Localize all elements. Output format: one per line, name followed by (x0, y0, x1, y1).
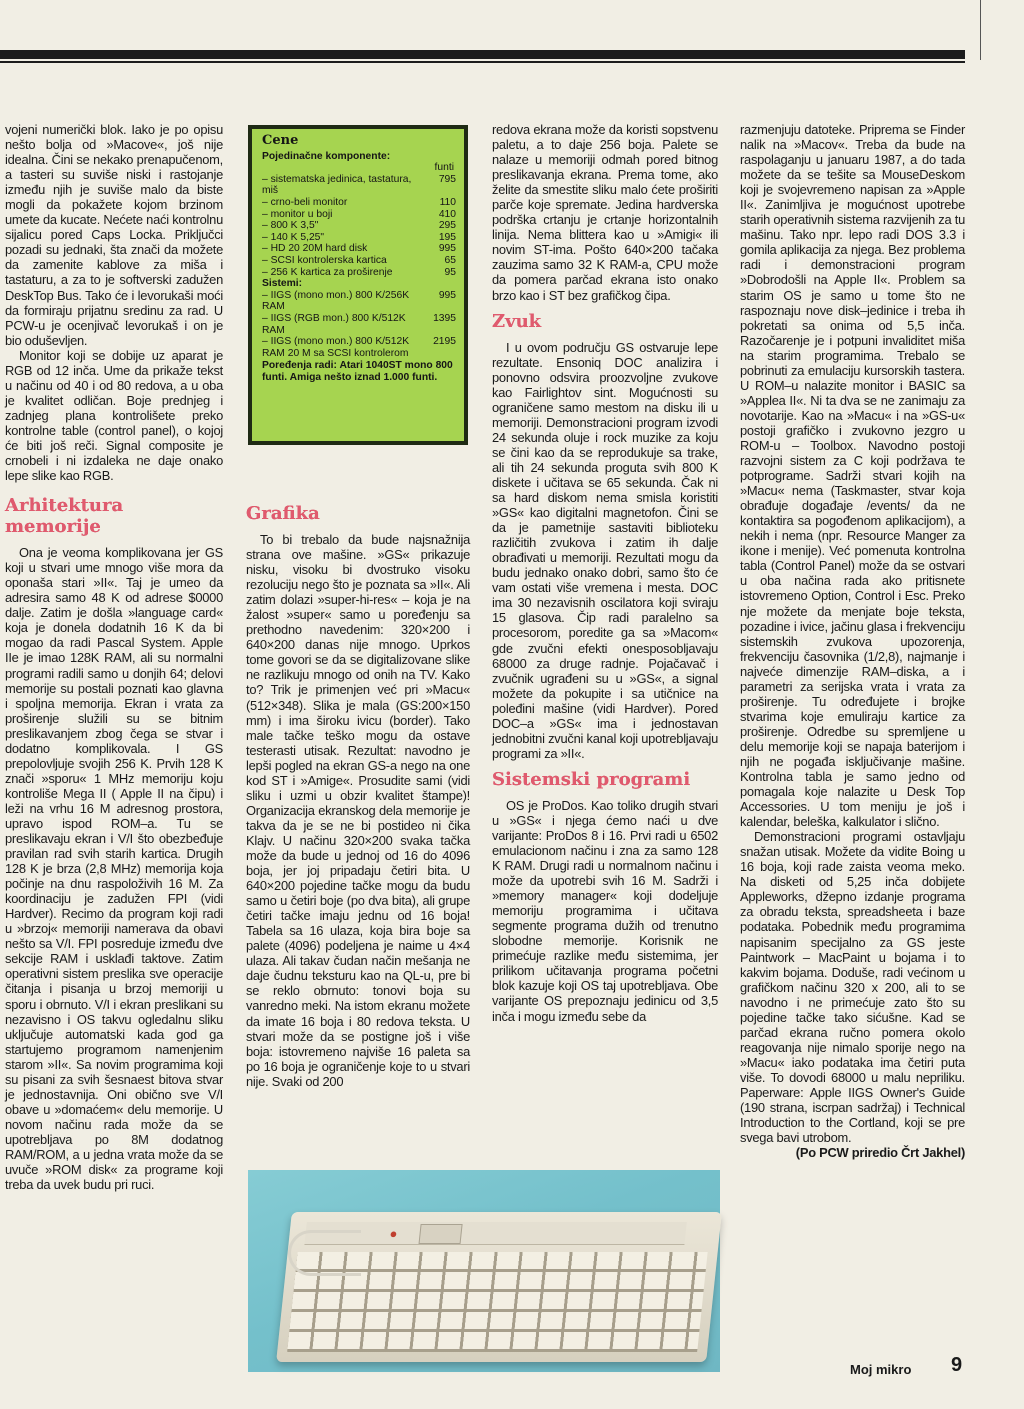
price-row (262, 313, 456, 336)
column-1 (5, 122, 223, 1192)
keyboard-slot (419, 1224, 463, 1244)
price-value: 110 (439, 196, 456, 208)
price-row (262, 336, 456, 359)
paragraph: To bi trebalo da bude najsnažnija strana ove mašine. »GS« prikazuje nisku, visoku bi dvostruko visoku rezoluciju nego što je poznata sa »II«. Ali zatim dolazi »super-hi-res« – koja je na žalost »super« samo u poređenju sa prethodno navedenim: 320×200 i 640×200 danas nije mnogo. Uprkos tome govori se da se digitalizovane slike ne razlikuju mnogo od onih na TV. Kako to? Trik je primenjen već pri »Macu« (512×348). Slika je mala (GS:200×150 mm) i ima široku ivicu (border). Tako male tačke teško mogu da ostave testerasti utisak. Rezultat: navodno je lepši pogled na ekran GS-a nego na one kod ST i »Amige«. Prosudite sami (vidi sliku i uzmi u obzir kvalitet štampe)! Organizacija ekranskog dela memorije je takva da je se ne bi postideo ni čika Klajv. U načinu 320×200 svaka tačka može da bude u jednoj od 16 do 4096 boja, jer joj pripadaju četiri bita. U 640×200 pojedine tačke mogu da budu samo u četiri boje (po dva bita), ali grupe četiri tačke imaju jednu od 16 boja! Tabela sa 16 ulaza, koja bira boje sa palete (4096) podeljena je naime u 4×4 ulaza. Ali takav čudan način mešanja ne daje čudnu teksturu kao na QL-u, pre bi se reklo obrnuto: tonovi boja su vanredno meki. Na istom ekranu možete da imate 16 boja i 80 redova teksta. U stvari može da se postigne još i više boja: istovremeno najviše 16 paleta sa po 16 boja je ograničenje koje to u stvari nije. Svaki od 200 (246, 532, 470, 1089)
price-label: – sistematska jedinica, tastatura, miš (262, 173, 412, 197)
corner-rule (980, 0, 981, 60)
price-label: – monitor u boji (262, 208, 333, 220)
price-row (262, 232, 456, 244)
price-value: 1395 (433, 312, 456, 324)
page-number: 9 (951, 1354, 963, 1376)
paragraph: Demonstracioni programi ostavljaju snažan utisak. Možete da vidite Boing u 16 boja, koji rade zaista veoma meko. Na disketi od 5,25 inča dobijete Appleworks, džepno izdanje programa za obradu teksta, spreadsheeta i baze podataka. Pobednik među programima napisanim specijalno za GS jeste Paintwork – MacPaint u bojama i to kakvim bojama. Doduše, radi većinom u grafičkom načinu 320 x 200, ali to se navodno i ne primećuje zato što su pojedine tačke tako sićušne. Kad se parčad ekrana ručno pomera okolo reagovanja nije nimalo sporije nego na »Macu« iako podataka ima četiri puta više. To dovodi 68000 u malu nepriliku. Paperware: Apple IIGS Owner's Guide (190 strana, iscrpan sadržaj) i Technical Introduction to the Cortland, koji se pre svega bavi utrobom. (740, 829, 965, 1146)
apple-logo-icon: ● (388, 1226, 399, 1241)
systems-label: Sistemi: (262, 278, 303, 290)
keyboard-photo (248, 1170, 720, 1372)
price-row (262, 197, 456, 209)
price-label: – IIGS (mono mon.) 800 K/256K RAM (262, 289, 410, 313)
price-row (262, 220, 456, 232)
systems-list (262, 290, 456, 360)
column-4 (740, 122, 965, 1160)
paragraph: Ona je veoma komplikovana jer GS koji u stvari ume mnogo više mora da oponaša stari »II«. Taj je umeo da adresira samo 48 K od adrese $0000 dalje. Zatim je došla »language card« koja je donela dodatnih 16 K da bi mogao da radi Pascal System. Apple IIe je imao 128K RAM, ali su normalni programi radili samo u donjih 64; delovi memorije su postali poznati kao glavna i spoljna memorija. Ekran i vrata za proširenje služili su se bitnim preslikavanjem zbog čega se stvar i dodatno komplikovala. I GS prepolovljuje svojih 256 K. Prvih 128 K znači »sporu« 1 MHz memoriju koju kontroliše Mega II ( Apple II na čipu) i leži na vrhu 16 M adresnog prostora, upravo ispod ROM–a. Tu se preslikavaju ekran i V/I što obezbeđuje pravilan rad svih starih kartica. Drugih 128 K je brza (2,8 MHz) memorija koja počinje na dnu raspoloživih 16 M. Za koordinaciju je zadužen FPI (vidi Hardver). Recimo da program koji radi u »brzoj« memoriji namerava da obavi nešto sa V/I. FPI posreduje između dve sekcije RAM i usklađi taktove. Zatim operativni sistem preslika sve operacije čitanja i pisanja u brzoj memoriji u sporu i obrnuto. V/I i ekran preslikani su nezavisno i OS takvu ogledalnu sliku uključuje automatski kada god ga startujemo programom namenjenim starom »II«. Sa novim programima koji su pisani za svih šesnaest bitova stvar je jednostavnija. Oni obično sve V/I obave u »domaćem« delu memorije. U novom načinu rada može da se upotrebljava po 8M dodatnog RAM/ROM, a u jedna vrata može da se uvuče »ROM disk« za programe koji treba da uvek budu pri ruci. (5, 545, 223, 1193)
price-row (262, 209, 456, 221)
paragraph: vojeni numerički blok. Iako je po opisu nešto bolja od »Macove«, još nije idealna. Čini se nekako prenapučenom, a tasteri su suviše niski i rastojanje između njih je suviše malo da biste mogli da pokažete kojom brzinom umete da kucate. Nećete naći kontrolnu sijalicu pored Caps Locka. Priključci pozadi su jednaki, šta znači da možete da zamenite kablove za miša i tastaturu, a za to je softverski zadužen DeskTop Bus. Tako će i levorukaši moći da formiraju prijatnu sredinu za rad. U PCW-u je ocenjivač levorukaš i on je bio oduševljen. (5, 122, 223, 348)
price-value: 410 (438, 208, 456, 220)
price-row (262, 267, 456, 279)
price-label: – 256 K kartica za proširenje (262, 266, 393, 278)
column-2 (246, 503, 470, 1089)
price-label: – 800 K 3,5" (262, 220, 319, 232)
price-label: – SCSI kontrolerska kartica (262, 254, 387, 266)
price-box-unit: funti (434, 162, 454, 174)
price-row (262, 255, 456, 267)
paragraph: I u ovom području GS ostvaruje lepe rezultate. Ensoniq DOC analizira i ponovno odsvira proozvoljne zvukove kao Fairlightov sint. Mogućnosti su ograničene samo mestom na disku ili u memoriji. Demonstracioni program izvodi 24 sekunda oluje i rock muzike za koju se čini kao da se reprodukuje sa trake, ali tih 24 sekunda proguta svih 800 K diskete i učitava se 65 sekunda. Čak ni sa hard diskom nema smisla koristiti »GS« kao digitalni magnetofon. Čini se da je pametnije sastaviti biblioteku različitih zvukova i zatim ih dalje obrađivati u memoriji. Rezultati mogu da budu jednako onako dobri, samo što će vam ostati više vremena i mesta. DOC ima 30 nezavisnih oscilatora koji sviraju 15 glasova. Čip radi paralelno sa procesorom, poredite ga sa »Macom« gde zvučni efekti onesposobljavaju 68000 za druge radnje. Pojačavač i zvučnik ugrađeni su u »GS«, a signal možete da pokupite i sa utičnice na poleđini mašine (vidi Hardver). Pored DOC–a »GS« ima i jednostavan jednobitni zvučni kanal koji upotrebljavaju programi za »II«. (492, 339, 718, 761)
price-label: – IIGS (RGB mon.) 800 K/512K RAM (262, 312, 406, 336)
paragraph: redova ekrana može da koristi sopstvenu paletu, a to daje 256 boja. Palete se nalaze u memoriji odmah pored bitnog preslikavanja ekrana. Prema tome, ako želite da smestite sliku malo ćete proširiti parče koje spremate. Jedina hardverska podrška crtanju je crtanje horizontalnih linija. Nema blittera kao u »Amigi« ili novim ST-ima. Pošto 640×200 tačaka zauzima samo 32 K RAM-a, CPU može da pomera parčad ekrana isto onako brzo kao i ST bez grafičkog čipa. (492, 122, 718, 303)
column-3 (492, 122, 718, 1024)
keyboard-top-strip (304, 1222, 686, 1245)
price-row (262, 290, 456, 313)
top-rule-thin (0, 61, 965, 63)
price-value: 65 (444, 254, 456, 266)
price-list (262, 174, 456, 278)
price-value: 295 (438, 220, 456, 232)
heading-grafika: Grafika (246, 503, 320, 524)
price-label: – 140 K 5,25" (262, 231, 325, 243)
heading-arhitektura: Arhitektura memorije (5, 495, 124, 538)
price-value: 795 (438, 173, 456, 185)
price-box-note: Poređenja radi: Atari 1040ST mono 800 funti. Amiga nešto iznad 1.000 funti. (262, 360, 453, 383)
price-label: – HD 20 20M hard disk (262, 243, 368, 255)
paragraph: razmenjuju datoteke. Priprema se Finder nalik na »Macov«. Treba da bude na raspolaganju u januaru 1987, a do tada možete da se tešite sa MouseDeskom koji je svojevremeno napisan za »Apple II«. Zanimljiva je mogućnost upotrebe starih operativnih sistema razvijenih za tu mašinu. Tako npr. lepo radi DOS 3.3 i gomila aplikacija za njega. Bez problema radi i demonstracioni program »Dobrodošli na Apple II«. Problem sa starim OS je samo u tome što ne raspoznaju nove disk–jedinice i treba ih pokretati sa onima od 5,5 inča. Razočarenje je i potpuni invaliditet miša na starim programima. Trebalo se pobrinuti za emulaciju kursorskih tastera. U ROM–u nalazite monitor i BASIC sa »Applea II«. Ni ta dva se ne zanimaju za novotarije. Kao na »Macu« i na »GS-u« postoji grafičko i zvukovno jezgro u ROM-u – Toolbox. Navodno postoji razvojni sistem za C koji podržava te potprograme. Sadrži stvari kojih na »Macu« nema (Taskmaster, stvar koja obrađuje događaje /events/ da ne kontaktira sa pogođenom aplikacijom), a nekih i nema (npr. Resource Manger za ikone i menije). Već pomenuta kontrolna tabla (Control Panel) može da se ostvari u oba načina rada ako pritisnete istovremeno Option, Control i Esc. Preko nje možete da menjate boje teksta, pozadine i ivice, jačinu glasa i frekvenciju sistemskih zvukova upozorenja, frekvenciju časovnika (1/2,8), najmanje i najveće dimenzije RAM–diska, a i parametri za serijska vrata i vrata za proširenje. Tu određujete i brojke stvarima koje emuliraju kartice za proširenje. Odredbe su spremljene u delu memorije koji se napaja baterijom i njih ne pogađa isključivanje mašine. Kontrolna tabla je samo jedno od pomagala koje nalazite u Desk Top Accessories. U tom meniju je još i kalendar, beleška, kalkulator i slično. (740, 122, 965, 830)
top-rule (0, 50, 965, 59)
price-label: – crno-beli monitor (262, 196, 348, 208)
price-box (248, 125, 468, 445)
price-value: 995 (438, 243, 456, 255)
heading-zvuk: Zvuk (492, 310, 542, 332)
magazine-name: Moj mikro (850, 1362, 912, 1377)
price-value: 195 (438, 231, 456, 243)
paragraph: OS je ProDos. Kao toliko drugih stvari u »GS« i njega ćemo naći u dve varijante: ProDos 8 i 16. Prvi radi u 6502 emulacionom načinu i zna za samo 128 K RAM. Drugi radi u normalnom načinu i može da upotrebi svih 16 M. Sadrži i »memory manager« koji dodeljuje memoriju programima i učitava segmente programa dužih od trenutno slobodne memorije. Korisnik ne primećuje razlike među sistemima, jer prilikom učitavanja programa početni blok kazuje koji OS taj upotrebljava. Obe varijante OS prepoznaju jedinicu od 3,5 inča i mogu između sebe da (492, 797, 718, 1024)
price-box-title: Cene (262, 133, 299, 148)
price-box-subtitle: Pojedinačne komponente: (262, 150, 391, 162)
price-row (262, 174, 456, 197)
heading-sistemski: Sistemski programi (492, 768, 691, 790)
price-value: 95 (444, 266, 456, 278)
price-value: 2195 (433, 336, 456, 348)
credit: (Po PCW priredio Črt Jakhel) (795, 1145, 965, 1161)
price-row (262, 243, 456, 255)
price-value: 995 (438, 289, 456, 301)
keyboard-cable (288, 1230, 361, 1276)
price-label: – IIGS (mono mon.) 800 K/512K RAM 20 M sa SCSI kontrolerom (262, 336, 410, 359)
paragraph: Monitor koji se dobije uz aparat je RGB od 12 inča. Ume da prikaže tekst u načinu od 40 i od 80 redova, a u oba je kvalitet odličan. Boje prednjeg i zadnjeg plana kontrolišete preko kontrolne table (control panel), o kojoj će biti još reči. Signal composite je crnobeli i ni izdaleka ne daje onako lepe slike kao RGB. (5, 347, 223, 484)
